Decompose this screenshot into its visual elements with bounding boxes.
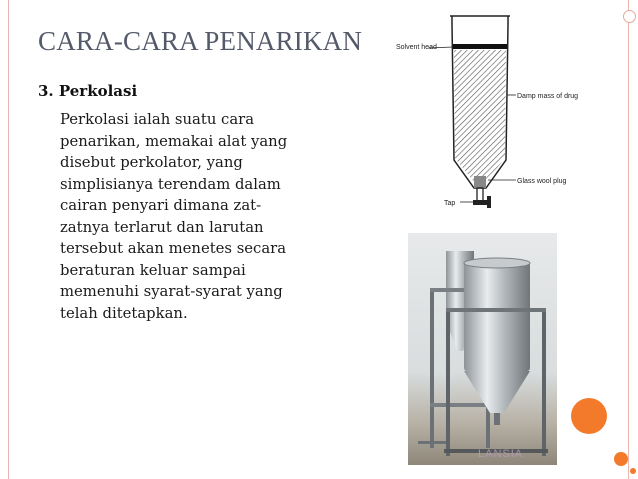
label-damp-mass: Damp mass of drug xyxy=(517,93,579,100)
paragraph-line: beraturan keluar sampai xyxy=(60,261,246,279)
paragraph-line: Perkolasi ialah suatu cara xyxy=(60,111,255,128)
decor-circle-large xyxy=(571,398,607,434)
decor-circle-small xyxy=(630,468,636,474)
left-stand-leg xyxy=(430,288,434,448)
paragraph-line: simplisianya terendam dalam xyxy=(60,175,281,193)
photo-watermark: LANSIA xyxy=(478,448,524,460)
label-glass-wool: Glass wool plug xyxy=(517,178,567,185)
paragraph-line: tersebut akan menetes secara xyxy=(60,240,287,257)
paragraph-line: disebut perkolator, yang xyxy=(60,154,243,171)
main-stand-leg xyxy=(446,308,450,456)
paragraph-line: penarikan, memakai alat yang xyxy=(60,132,288,150)
paragraph-line: zatnya terlarut dan larutan xyxy=(60,218,264,236)
percolator-photo-svg xyxy=(408,233,557,465)
label-solvent-head: Solvent head xyxy=(396,44,437,51)
solvent-head-band xyxy=(453,44,507,49)
main-vessel xyxy=(464,261,530,371)
label-tap: Tap xyxy=(444,200,456,207)
section-heading: 3. Perkolasi xyxy=(38,82,138,100)
slide-title: CARA-CARA PENARIKAN xyxy=(38,26,363,56)
percolator-photo xyxy=(408,233,557,465)
percolator-diagram xyxy=(388,10,586,225)
tap-handle xyxy=(473,200,487,205)
decor-circle-medium xyxy=(614,452,628,466)
percolator-diagram-svg xyxy=(388,10,586,225)
paragraph-line: memenuhi syarat-syarat yang xyxy=(60,283,283,300)
body-paragraph xyxy=(60,109,360,324)
paragraph-line: telah ditetapkan. xyxy=(60,304,188,322)
decor-ring xyxy=(623,10,636,23)
glass-wool-plug xyxy=(474,176,486,188)
slide-frame-right xyxy=(628,0,629,479)
paragraph-line: cairan penyari dimana zat- xyxy=(60,197,262,214)
damp-mass-fill xyxy=(454,50,506,182)
slide-frame-left xyxy=(8,0,9,479)
